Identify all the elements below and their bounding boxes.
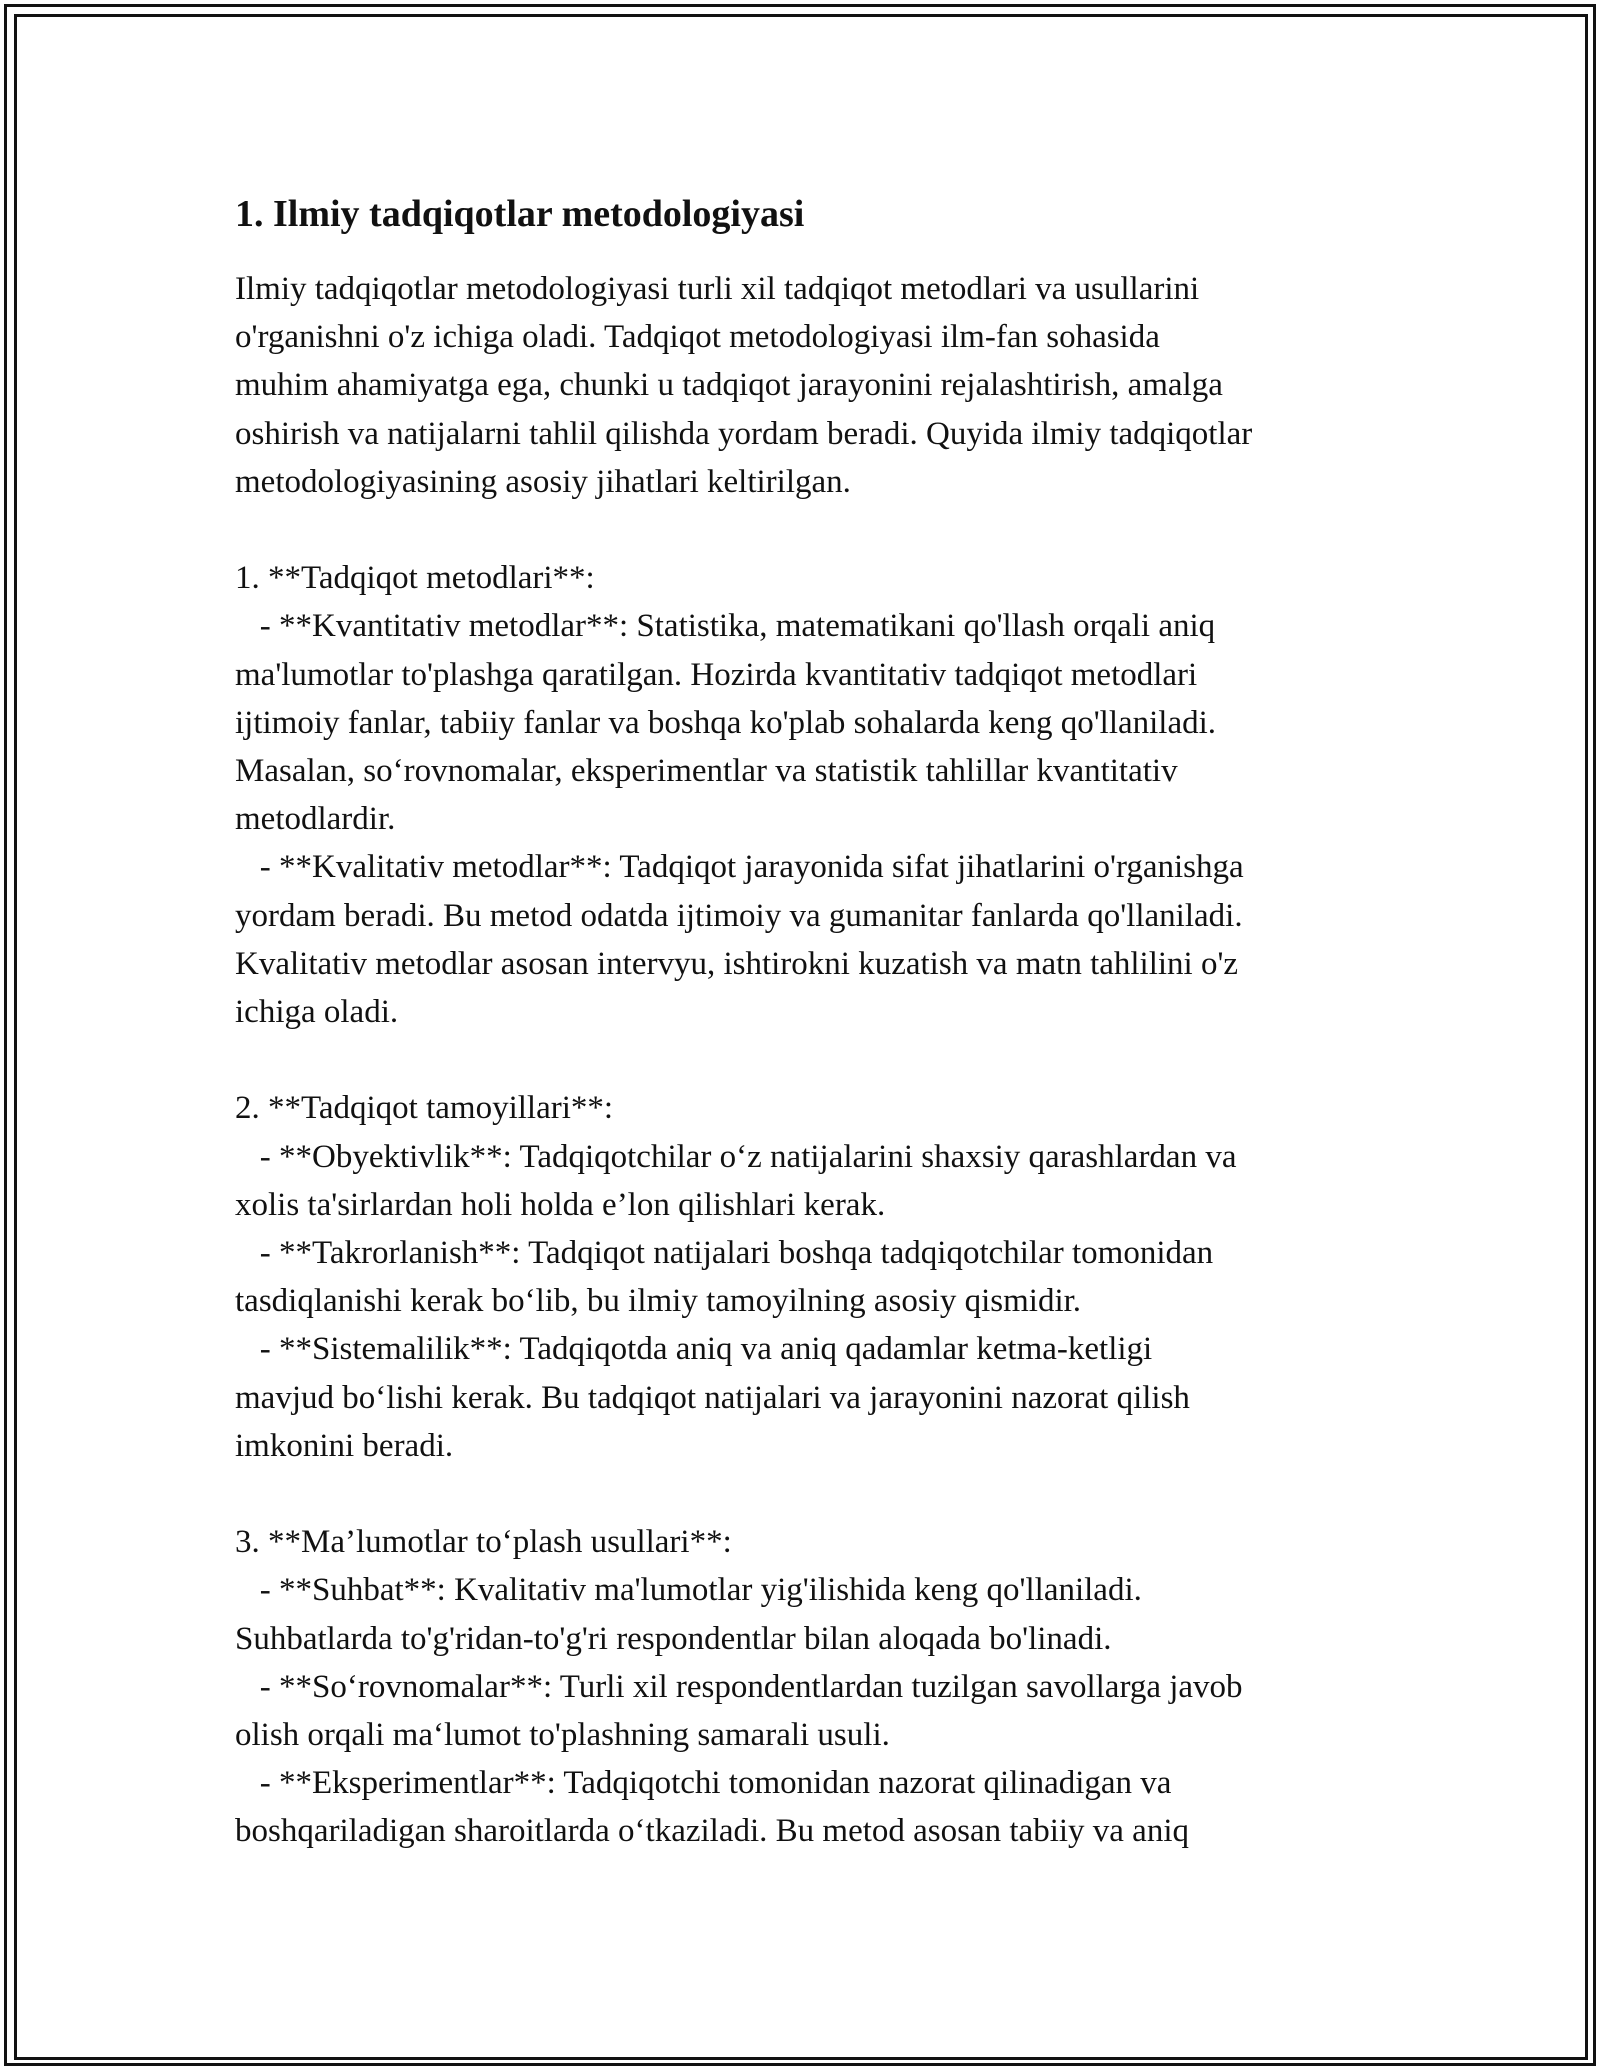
- text-line: - **Suhbat**: Kvalitativ ma'lumotlar yig'ilishida keng qo'llaniladi.: [235, 1572, 1142, 1609]
- text-line: Masalan, so‘rovnomalar, eksperimentlar va statistik tahlillar kvantitativ: [235, 753, 1178, 790]
- section-heading: 2. **Tadqiqot tamoyillari**:: [235, 1090, 614, 1127]
- document-body: [235, 185, 1375, 1856]
- blank-line: [235, 1470, 1375, 1518]
- section-research-principles: [235, 1084, 1375, 1518]
- text-line: - **Eksperimentlar**: Tadqiqotchi tomonidan nazorat qilinadigan va: [235, 1765, 1172, 1802]
- section-heading: 1. **Tadqiqot metodlari**:: [235, 560, 595, 597]
- text-line: imkonini beradi.: [235, 1427, 454, 1464]
- blank-line: [235, 1036, 1375, 1084]
- text-line: - **Takrorlanish**: Tadqiqot natijalari boshqa tadqiqotchilar tomonidan: [235, 1235, 1214, 1272]
- intro-paragraph: [235, 265, 1375, 554]
- text-line: - **Kvantitativ metodlar**: Statistika, matematikani qo'llash orqali aniq: [235, 608, 1216, 645]
- text-line: boshqariladigan sharoitlarda o‘tkaziladi. Bu metod asosan tabiiy va aniq: [235, 1813, 1189, 1850]
- section-research-methods: [235, 554, 1375, 1084]
- text-line: muhim ahamiyatga ega, chunki u tadqiqot jarayonini rejalashtirish, amalga: [235, 367, 1223, 404]
- text-line: - **Sistemalilik**: Tadqiqotda aniq va aniq qadamlar ketma-ketligi: [235, 1331, 1153, 1368]
- text-line: ichiga oladi.: [235, 994, 399, 1031]
- text-line: - **Obyektivlik**: Tadqiqotchilar o‘z natijalarini shaxsiy qarashlardan va: [235, 1138, 1237, 1175]
- text-line: tasdiqlanishi kerak bo‘lib, bu ilmiy tamoyilning asosiy qismidir.: [235, 1283, 1082, 1320]
- text-line: ijtimoiy fanlar, tabiiy fanlar va boshqa ko'plab sohalarda keng qo'llaniladi.: [235, 704, 1217, 741]
- text-line: o'rganishni o'z ichiga oladi. Tadqiqot metodologiyasi ilm-fan sohasida: [235, 319, 1160, 356]
- text-line: Suhbatlarda to'g'ridan-to'g'ri respondentlar bilan aloqada bo'linadi.: [235, 1620, 1112, 1657]
- text-line: metodologiyasining asosiy jihatlari keltirilgan.: [235, 463, 851, 500]
- text-line: mavjud bo‘lishi kerak. Bu tadqiqot natijalari va jarayonini nazorat qilish: [235, 1379, 1190, 1416]
- text-line: ma'lumotlar to'plashga qaratilgan. Hozirda kvantitativ tadqiqot metodlari: [235, 656, 1198, 693]
- text-line: metodlardir.: [235, 801, 396, 838]
- section-data-collection: [235, 1518, 1375, 1855]
- blank-line: [235, 506, 1375, 554]
- text-line: yordam beradi. Bu metod odatda ijtimoiy va gumanitar fanlarda qo'llaniladi.: [235, 897, 1243, 934]
- text-line: Ilmiy tadqiqotlar metodologiyasi turli xil tadqiqot metodlari va usullarini: [235, 271, 1200, 307]
- text-line: olish orqali ma‘lumot to'plashning samarali usuli.: [235, 1717, 890, 1754]
- text-line: Kvalitativ metodlar asosan intervyu, ishtirokni kuzatish va matn tahlilini o'z: [235, 945, 1239, 982]
- document-title: 1. Ilmiy tadqiqotlar metodologiyasi: [235, 193, 805, 235]
- text-line: oshirish va natijalarni tahlil qilishda yordam beradi. Quyida ilmiy tadqiqotlar: [235, 415, 1253, 452]
- text-line: - **So‘rovnomalar**: Turli xil respondentlardan tuzilgan savollarga javob: [235, 1668, 1243, 1705]
- text-line: xolis ta'sirlardan holi holda e’lon qilishlari kerak.: [235, 1186, 886, 1223]
- section-heading: 3. **Ma’lumotlar to‘plash usullari**:: [235, 1524, 732, 1561]
- text-line: - **Kvalitativ metodlar**: Tadqiqot jarayonida sifat jihatlarini o'rganishga: [235, 849, 1244, 886]
